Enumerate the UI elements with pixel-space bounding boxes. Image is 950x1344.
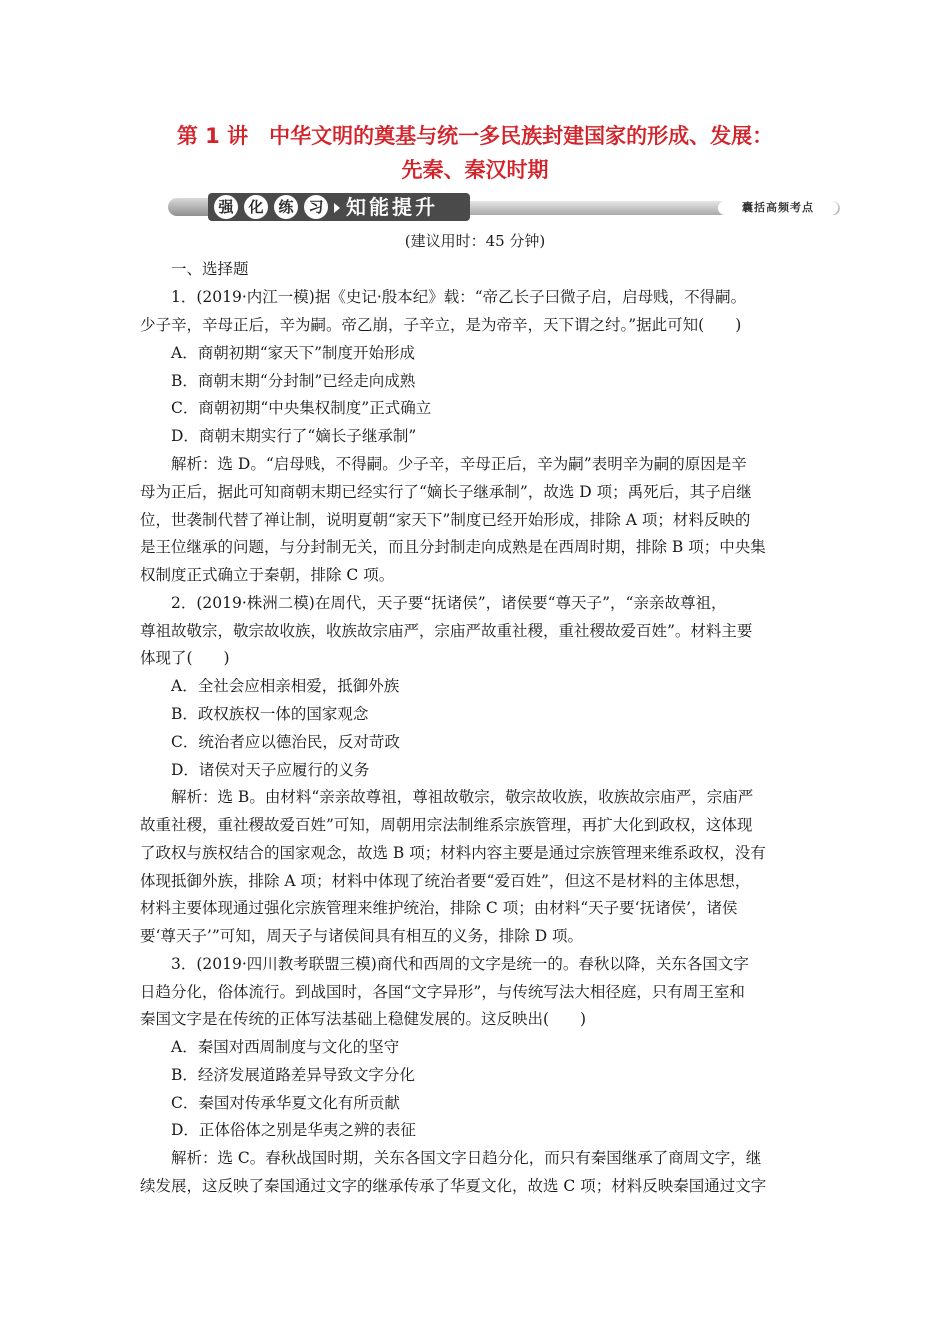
banner-subtitle: 知能提升	[346, 195, 438, 219]
q1-option-b: B．商朝末期“分封制”已经走向成熟	[171, 372, 416, 390]
triangle-arrow-icon	[334, 203, 340, 213]
q3-analysis-line-2: 续发展，这反映了秦国通过文字的继承传承了华夏文化，故选 C 项；材料反映秦国通过文字	[140, 1177, 767, 1195]
q2-analysis-line-2: 故重社稷，重社稷故爱百姓”可知，周朝用宗法制维系宗族管理，再扩大化到政权，这体现	[140, 816, 753, 834]
q2-analysis-line-6: 要‘尊天子’”可知，周天子与诸侯间具有相互的义务，排除 D 项。	[140, 927, 584, 945]
lesson-title-line-2: 先秦、秦汉时期	[401, 158, 549, 182]
q2-option-c: C．统治者应以德治民，反对苛政	[171, 733, 400, 751]
q3-option-c: C．秦国对传承华夏文化有所贡献	[171, 1094, 400, 1112]
q1-analysis-line-1: 解析：选 D。“启母贱，不得嗣。少子辛，辛母正后，辛为嗣”表明辛为嗣的原因是辛	[171, 455, 747, 473]
q2-stem-line-2: 尊祖故敬宗，敬宗故收族，收族故宗庙严，宗庙严故重社稷，重社稷故爱百姓”。材料主要	[140, 622, 753, 640]
q2-stem-line-3: 体现了( )	[140, 649, 230, 667]
q2-analysis-line-1: 解析：选 B。由材料“亲亲故尊祖，尊祖故敬宗，敬宗故收族，收族故宗庙严，宗庙严	[171, 788, 754, 806]
q1-analysis-line-4: 是王位继承的问题，与分封制无关，而且分封制走向成熟是在西周时期，排除 B 项；中央集	[140, 538, 766, 556]
q3-option-d: D．正体俗体之别是华夷之辨的表征	[171, 1121, 416, 1139]
q1-option-c: C．商朝初期“中央集权制度”正式确立	[171, 399, 432, 417]
q2-option-a: A．全社会应相亲相爱，抵御外族	[171, 677, 400, 695]
banner-char-3: 练	[274, 195, 298, 219]
suggested-time: (建议用时：45 分钟)	[404, 232, 546, 250]
lesson-title-line-1: 第 1 讲 中华文明的奠基与统一多民族封建国家的形成、发展：	[176, 124, 774, 148]
q1-analysis-line-5: 权制度正式确立于秦朝，排除 C 项。	[140, 566, 395, 584]
q1-analysis-line-3: 位，世袭制代替了禅让制，说明夏朝“家天下”制度已经开始形成，排除 A 项；材料反映的	[140, 511, 751, 529]
q1-stem-line-1: 1．(2019·内江一模)据《史记·殷本纪》载：“帝乙长子曰微子启，启母贱，不得嗣。	[171, 288, 747, 306]
q2-analysis-line-4: 体现抵御外族，排除 A 项；材料中体现了统治者要“爱百姓”，但这不是材料的主体思想，	[140, 872, 751, 890]
q3-option-b: B．经济发展道路差异导致文字分化	[171, 1066, 415, 1084]
q2-option-d: D．诸侯对天子应履行的义务	[171, 761, 370, 779]
banner-char-2: 化	[244, 195, 268, 219]
q3-stem-line-2: 日趋分化，俗体流行。到战国时，各国“文字异形”，与传统写法大相径庭，只有周王室和	[140, 983, 745, 1001]
section-banner	[168, 193, 840, 221]
q1-stem-line-2: 少子辛，辛母正后，辛为嗣。帝乙崩，子辛立，是为帝辛，天下谓之纣。”据此可知( )	[140, 316, 742, 334]
q1-option-a: A．商朝初期“家天下”制度开始形成	[171, 344, 416, 362]
q2-analysis-line-3: 了政权与族权结合的国家观念，故选 B 项；材料内容主要是通过宗族管理来维系政权，没有	[140, 844, 766, 862]
q2-analysis-line-5: 材料主要体现通过强化宗族管理来维护统治，排除 C 项；由材料“天子要‘抚诸侯’，诸侯	[140, 899, 738, 917]
banner-char-4: 习	[304, 195, 328, 219]
q3-stem-line-1: 3．(2019·四川教考联盟三模)商代和西周的文字是统一的。春秋以降，关东各国文字	[171, 955, 749, 973]
section-heading: 一、选择题	[171, 260, 249, 278]
banner-tag: 囊括高频考点	[718, 201, 838, 215]
q1-analysis-line-2: 母为正后，据此可知商朝末期已经实行了“嫡长子继承制”，故选 D 项；禹死后，其子启继	[140, 483, 752, 501]
q3-option-a: A．秦国对西周制度与文化的坚守	[171, 1038, 400, 1056]
q1-option-d: D．商朝末期实行了“嫡长子继承制”	[171, 427, 417, 445]
banner-char-1: 强	[214, 195, 238, 219]
q3-stem-line-3: 秦国文字是在传统的正体写法基础上稳健发展的。这反映出( )	[140, 1010, 587, 1028]
q3-analysis-line-1: 解析：选 C。春秋战国时期，关东各国文字日趋分化，而只有秦国继承了商周文字，继	[171, 1149, 762, 1167]
q2-stem-line-1: 2．(2019·株洲二模)在周代，天子要“抚诸侯”，诸侯要“尊天子”，“亲亲故尊祖，	[171, 594, 727, 612]
q2-option-b: B．政权族权一体的国家观念	[171, 705, 369, 723]
